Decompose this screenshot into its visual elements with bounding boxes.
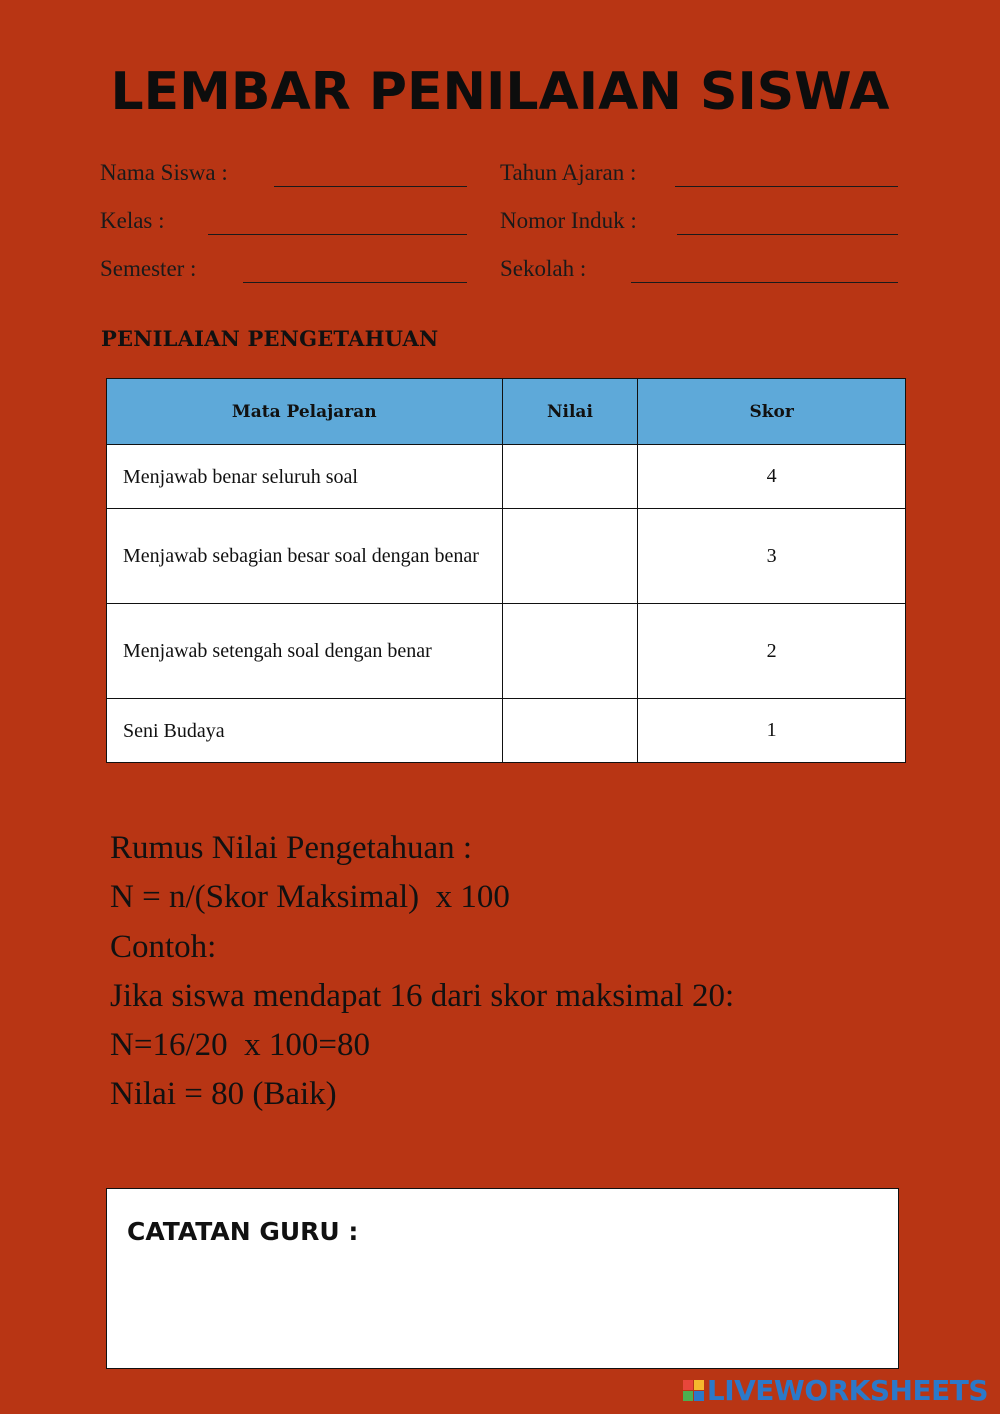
teacher-notes-title: CATATAN GURU : <box>127 1217 359 1246</box>
row-score: 3 <box>638 509 906 604</box>
nilai-input-cell[interactable] <box>502 699 638 763</box>
formula-line: Rumus Nilai Pengetahuan : <box>110 830 473 866</box>
sekolah-label: Sekolah : <box>500 256 587 281</box>
nomor-induk-input-line[interactable] <box>677 234 898 235</box>
kelas-label: Kelas : <box>100 208 165 233</box>
row-description: Seni Budaya <box>107 699 503 763</box>
watermark-text: LIVEWORKSHEETS <box>706 1374 988 1407</box>
formula-line: N = n/(Skor Maksimal) x 100 <box>110 879 510 916</box>
row-description: Menjawab sebagian besar soal dengan benar <box>107 509 503 604</box>
table-row <box>107 699 906 763</box>
liveworksheets-logo-icon <box>683 1380 704 1401</box>
formula-line: Contoh: <box>110 928 217 965</box>
teacher-notes-box[interactable] <box>106 1188 899 1369</box>
header-mata-pelajaran: Mata Pelajaran <box>107 379 503 445</box>
tahun-ajaran-label: Tahun Ajaran : <box>500 160 637 185</box>
table-header-row <box>107 379 906 445</box>
sekolah-input-line[interactable] <box>631 282 898 283</box>
nomor-induk-label: Nomor Induk : <box>500 208 637 233</box>
row-score: 1 <box>638 699 906 763</box>
nilai-input-cell[interactable] <box>502 445 638 509</box>
nilai-input-cell[interactable] <box>502 509 638 604</box>
row-score: 4 <box>638 445 906 509</box>
header-nilai: Nilai <box>502 379 638 445</box>
table-row <box>107 445 906 509</box>
formula-block <box>110 824 734 1120</box>
table-row <box>107 509 906 604</box>
header-skor: Skor <box>638 379 906 445</box>
formula-line: Nilai = 80 (Baik) <box>110 1076 337 1113</box>
formula-line: Jika siswa mendapat 16 dari skor maksimal 20: <box>110 977 735 1014</box>
page-title: LEMBAR PENILAIAN SISWA <box>110 62 890 122</box>
nama-siswa-input-line[interactable] <box>274 186 467 187</box>
formula-line: N=16/20 x 100=80 <box>110 1027 370 1064</box>
section-title: PENILAIAN PENGETAHUAN <box>101 326 439 351</box>
liveworksheets-watermark <box>683 1374 988 1407</box>
semester-label: Semester : <box>100 256 197 281</box>
semester-input-line[interactable] <box>243 282 467 283</box>
row-description: Menjawab setengah soal dengan benar <box>107 604 503 699</box>
kelas-input-line[interactable] <box>208 234 467 235</box>
nilai-input-cell[interactable] <box>502 604 638 699</box>
row-description: Menjawab benar seluruh soal <box>107 445 503 509</box>
tahun-ajaran-input-line[interactable] <box>675 186 898 187</box>
row-score: 2 <box>638 604 906 699</box>
grading-table <box>106 378 906 763</box>
table-row <box>107 604 906 699</box>
nama-siswa-label: Nama Siswa : <box>100 160 228 185</box>
